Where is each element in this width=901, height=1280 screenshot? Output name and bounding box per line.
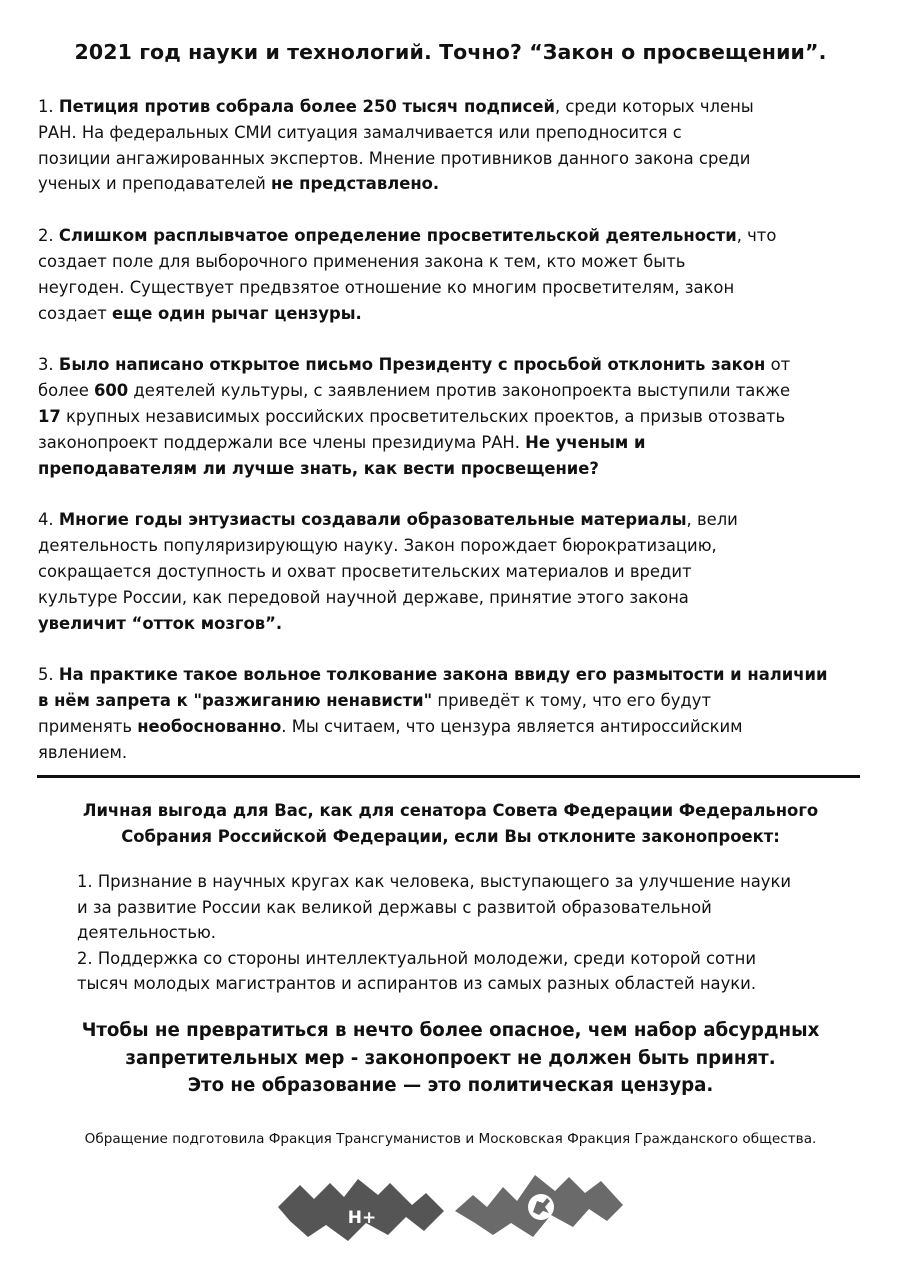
- point-line: [38, 714, 878, 740]
- point-line: [38, 378, 878, 404]
- emphasis-text: Многие годы энтузиасты создавали образовательные материалы: [58, 510, 687, 530]
- point-line: [38, 171, 878, 197]
- body-text: деятелей культуры, с заявлением против законопроекта выступили также: [128, 381, 791, 401]
- point-line: [38, 249, 878, 275]
- point-line: [38, 740, 878, 766]
- point-line: [38, 223, 878, 249]
- body-text: создает поле для выборочного применения закона к тем, кто может быть: [38, 251, 686, 271]
- body-text: . Мы считаем, что цензура является антироссийским: [281, 716, 743, 736]
- emphasis-text: Слишком расплывчатое определение просветительской деятельности: [58, 226, 737, 246]
- emphasis-text: необоснованно: [137, 716, 282, 736]
- body-text: , вели: [686, 510, 738, 530]
- benefit-item-line: 2. Поддержка со стороны интеллектуальной молодежи, среди которой сотни: [77, 948, 756, 968]
- point-line: [38, 301, 878, 327]
- body-text: РАН. На федеральных СМИ ситуация замалчивается или преподносится с: [38, 122, 682, 142]
- benefit-item-line: тысяч молодых магистрантов и аспирантов из самых разных областей науки.: [77, 974, 757, 993]
- point-line: [38, 585, 878, 611]
- point-line: [38, 146, 878, 172]
- point-line: [38, 352, 878, 378]
- point-line: [38, 611, 878, 637]
- body-text: применять: [38, 716, 138, 736]
- section-divider: [37, 775, 860, 778]
- point-line: [38, 94, 878, 120]
- point-line: [38, 662, 878, 688]
- point-item: [38, 223, 878, 326]
- point-item: [38, 507, 878, 636]
- emphasis-text: Не ученым и: [525, 432, 646, 452]
- point-line: [38, 456, 878, 482]
- benefit-heading: [0, 798, 901, 850]
- closing-line: запретительных мер - законопроект не должен быть принят.: [125, 1047, 776, 1069]
- emphasis-text: На практике такое вольное толкование закона ввиду его размытости и наличии: [58, 665, 828, 685]
- body-text: , среди которых члены: [554, 97, 754, 116]
- emphasis-text: 17: [38, 406, 61, 426]
- body-text: неугоден. Существует предвзятое отношение ко многим просветителям, закон: [38, 277, 735, 297]
- emphasis-text: преподавателям ли лучше знать, как вести просвещение?: [38, 458, 599, 478]
- point-line: [38, 275, 878, 301]
- body-text: от: [765, 355, 791, 375]
- body-text: 1.: [38, 97, 59, 116]
- emphasis-text: еще один рычаг цензуры.: [111, 303, 362, 323]
- body-text: 2.: [38, 226, 59, 246]
- body-text: законопроект поддержали все члены президиума РАН.: [38, 432, 526, 452]
- body-text: культуре России, как передовой научной державе, принятие этого закона: [38, 587, 689, 607]
- point-line: [38, 559, 878, 585]
- body-text: сокращается доступность и охват просветительских материалов и вредит: [38, 561, 692, 581]
- point-item: [38, 352, 878, 481]
- point-line: [38, 533, 878, 559]
- emphasis-text: Было написано открытое письмо Президенту с просьбой отклонить закон: [58, 355, 766, 375]
- transhumanist-hplus-logo-icon: [278, 1165, 448, 1245]
- benefit-heading-line: Собрания Российской Федерации, если Вы отклоните законопроект:: [121, 826, 780, 846]
- benefit-heading-line: Личная выгода для Вас, как для сенатора Совета Федерации Федерального: [82, 801, 819, 820]
- points-list: [38, 94, 878, 792]
- credit-line: Обращение подготовила Фракция Трансгуманистов и Московская Фракция Гражданского общества.: [84, 1131, 817, 1147]
- moscow-emblem-logo-icon: [455, 1165, 630, 1245]
- emphasis-text: Петиция против собрала более 250 тысяч подписей: [58, 97, 555, 116]
- point-line: [38, 404, 878, 430]
- closing-line: Чтобы не превратиться в нечто более опасное, чем набор абсурдных: [81, 1020, 820, 1041]
- body-text: приведёт к тому, что его будут: [432, 691, 712, 711]
- body-text: позиции ангажированных экспертов. Мнение противников данного закона среди: [38, 148, 751, 168]
- body-text: явлением.: [38, 742, 128, 762]
- benefits-list: [77, 869, 867, 997]
- body-text: более: [38, 381, 94, 401]
- body-text: ученых и преподавателей: [38, 174, 271, 194]
- body-text: , что: [736, 226, 777, 246]
- hplus-logo-text: H+: [347, 1208, 377, 1228]
- point-item: [38, 94, 878, 197]
- point-line: [38, 688, 878, 714]
- point-item: [38, 662, 878, 765]
- emphasis-text: в нём запрета к "разжиганию ненависти": [38, 691, 433, 711]
- body-text: крупных независимых российских просветительских проектов, а призыв отозвать: [60, 406, 786, 426]
- body-text: 3.: [38, 355, 59, 375]
- body-text: деятельность популяризирующую науку. Закон порождает бюрократизацию,: [38, 536, 717, 556]
- benefit-item-line: деятельностью.: [77, 923, 217, 942]
- benefit-item-line: и за развитие России как великой державы с развитой образовательной: [77, 897, 712, 917]
- point-line: [38, 507, 878, 533]
- emphasis-text: не представлено.: [270, 174, 440, 194]
- emphasis-text: увеличит “отток мозгов”.: [38, 613, 283, 633]
- saint-george-emblem: [528, 1194, 554, 1220]
- body-text: 5.: [38, 665, 59, 685]
- point-line: [38, 120, 878, 146]
- body-text: 4.: [38, 510, 59, 530]
- body-text: создает: [38, 303, 112, 323]
- closing-line: Это не образование — это политическая цензура.: [187, 1075, 714, 1096]
- emphasis-text: 600: [94, 381, 129, 401]
- benefit-item-line: 1. Признание в научных кругах как человека, выступающего за улучшение науки: [77, 872, 792, 891]
- closing-statement: [0, 1017, 901, 1100]
- point-line: [38, 430, 878, 456]
- document-title: 2021 год науки и технологий. Точно? “Закон о просвещении”.: [74, 40, 827, 64]
